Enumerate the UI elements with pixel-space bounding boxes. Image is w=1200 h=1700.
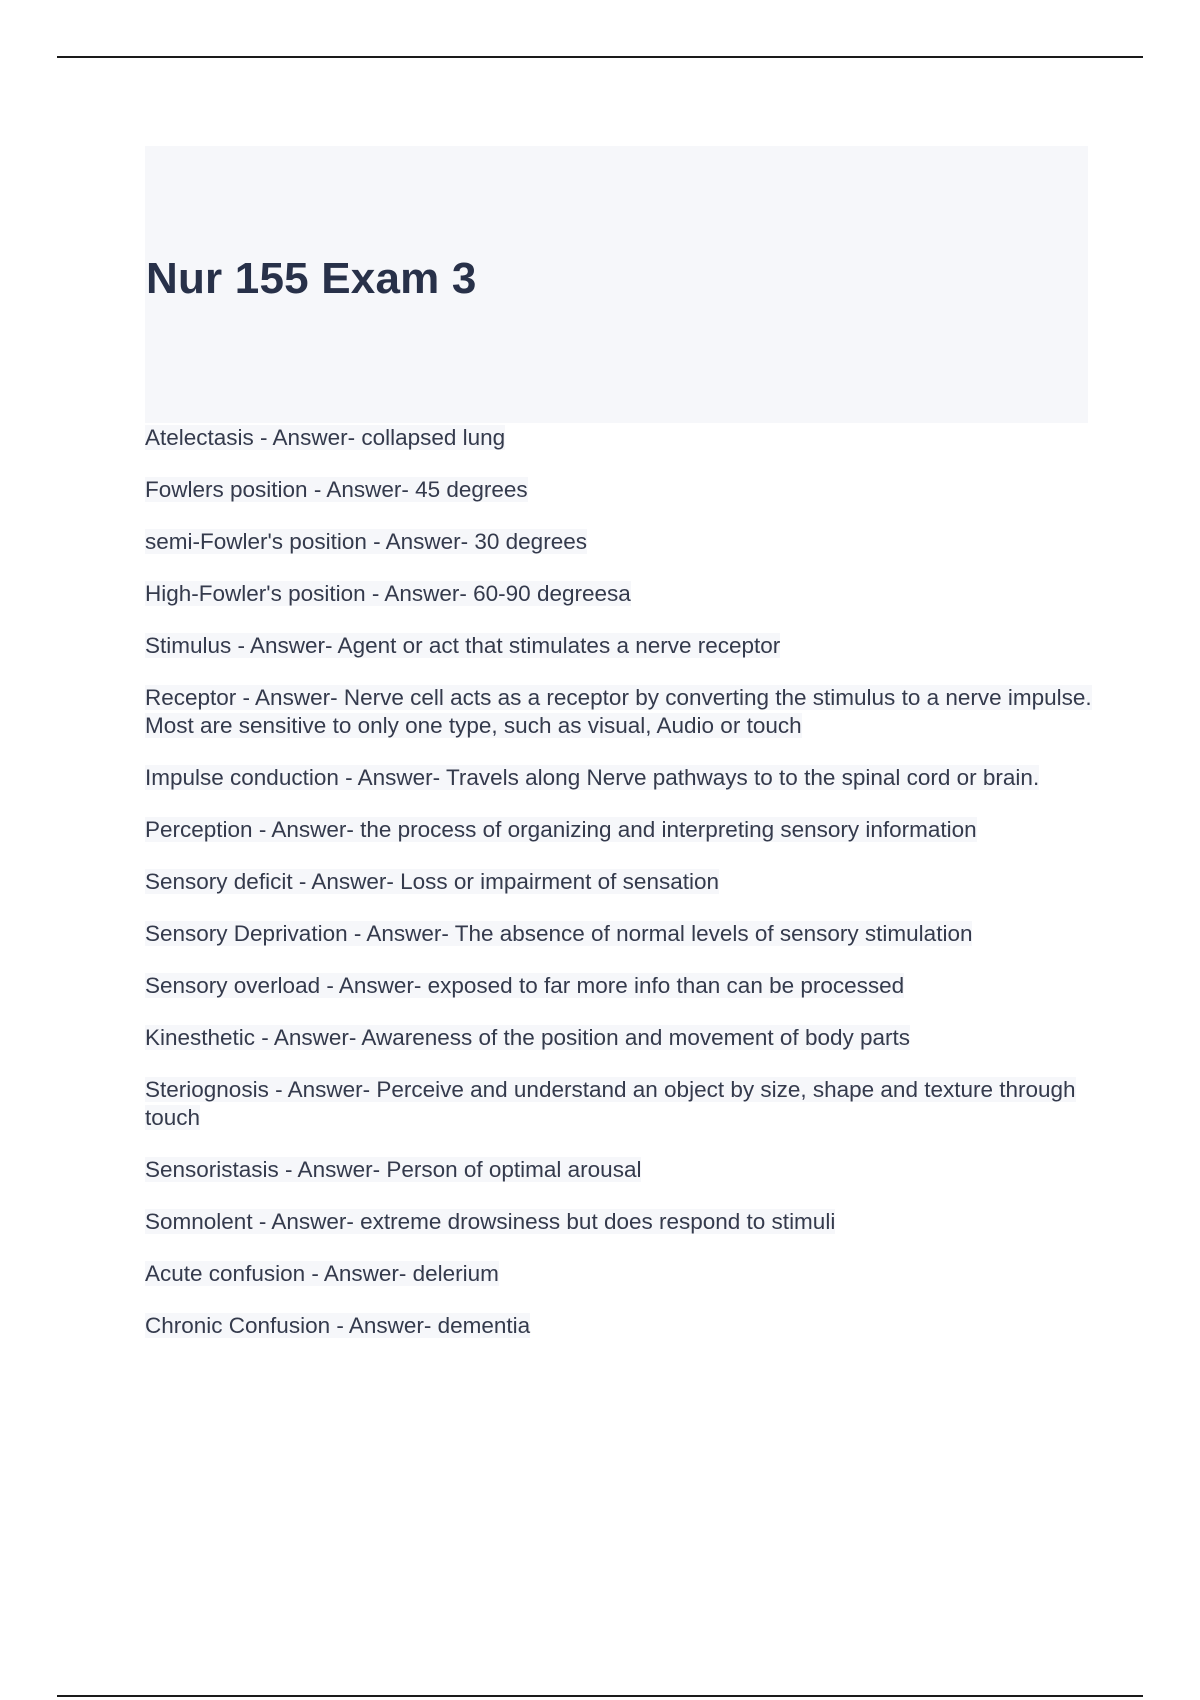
qa-item-atelectasis [145, 424, 1095, 452]
qa-item-chronic-confusion [145, 1312, 1095, 1340]
qa-item-kinesthetic [145, 1024, 1095, 1052]
qa-item-sensory-overload [145, 972, 1095, 1000]
qa-text: Sensoristasis - Answer- Person of optimal arousal [145, 1157, 642, 1182]
qa-text: Stimulus - Answer- Agent or act that stimulates a nerve receptor [145, 633, 781, 658]
qa-list [145, 424, 1095, 1364]
qa-text: High-Fowler's position - Answer- 60-90 degreesa [145, 581, 631, 606]
qa-text: Chronic Confusion - Answer- dementia [145, 1313, 531, 1338]
top-rule [57, 56, 1143, 58]
qa-text: Sensory Deprivation - Answer- The absence of normal levels of sensory stimulation [145, 921, 973, 946]
qa-text: Acute confusion - Answer- delerium [145, 1261, 499, 1286]
qa-text: Fowlers position - Answer- 45 degrees [145, 477, 528, 502]
qa-text: Impulse conduction - Answer- Travels along Nerve pathways to to the spinal cord or brain. [145, 765, 1040, 790]
qa-item-receptor [145, 684, 1095, 740]
qa-item-stimulus [145, 632, 1095, 660]
qa-text: Kinesthetic - Answer- Awareness of the position and movement of body parts [145, 1025, 910, 1050]
qa-item-somnolent [145, 1208, 1095, 1236]
qa-text: semi-Fowler's position - Answer- 30 degrees [145, 529, 587, 554]
qa-text: Somnolent - Answer- extreme drowsiness but does respond to stimuli [145, 1209, 836, 1234]
qa-text: Sensory overload - Answer- exposed to far more info than can be processed [145, 973, 905, 998]
qa-item-fowlers [145, 476, 1095, 504]
qa-item-sensoristasis [145, 1156, 1095, 1184]
qa-text: Atelectasis - Answer- collapsed lung [145, 425, 506, 450]
qa-item-perception [145, 816, 1095, 844]
qa-item-semi-fowlers [145, 528, 1095, 556]
qa-text: Perception - Answer- the process of organizing and interpreting sensory information [145, 817, 977, 842]
qa-item-high-fowlers [145, 580, 1095, 608]
qa-item-acute-confusion [145, 1260, 1095, 1288]
qa-item-sensory-deficit [145, 868, 1095, 896]
bottom-rule [57, 1695, 1143, 1697]
page-title: Nur 155 Exam 3 [146, 254, 477, 303]
qa-item-steriognosis [145, 1076, 1095, 1132]
qa-text: Steriognosis - Answer- Perceive and understand an object by size, shape and texture through touch [145, 1077, 1076, 1130]
qa-text: Receptor - Answer- Nerve cell acts as a receptor by converting the stimulus to a nerve impulse. Most are sensitive to only one type, such as visual, Audio or touch [145, 685, 1092, 738]
qa-text: Sensory deficit - Answer- Loss or impairment of sensation [145, 869, 719, 894]
qa-item-impulse-conduction [145, 764, 1095, 792]
qa-item-sensory-deprivation [145, 920, 1095, 948]
